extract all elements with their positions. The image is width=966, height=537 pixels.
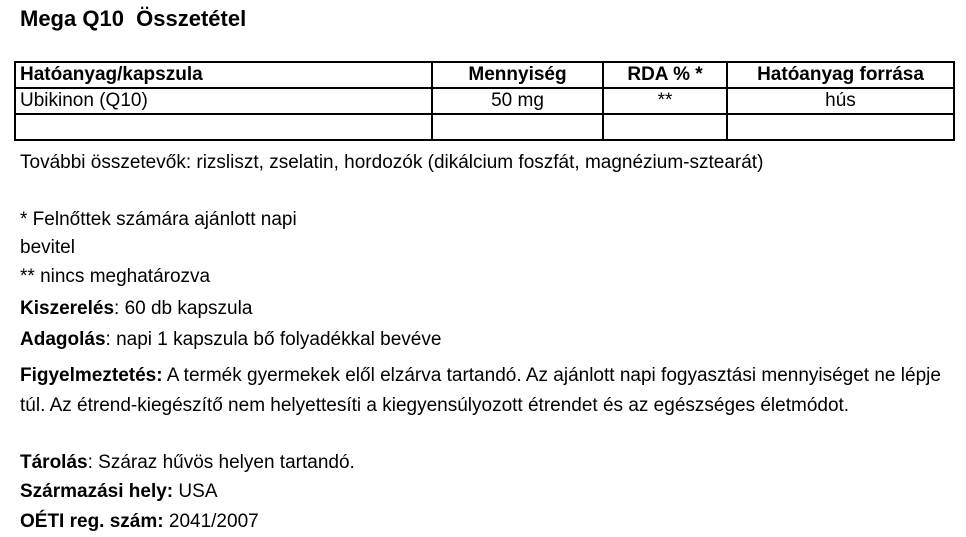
table-cell <box>603 114 727 140</box>
warning-paragraph <box>20 361 950 421</box>
dosage-value: : napi 1 kapszula bő folyadékkal bevéve <box>105 329 442 350</box>
table-cell: hús <box>727 88 954 114</box>
column-header-rda: RDA % * <box>603 62 727 88</box>
registration-value: 2041/2007 <box>163 511 259 532</box>
table-cell <box>727 114 954 140</box>
column-header-source: Hatóanyag forrása <box>727 62 954 88</box>
ingredients-table <box>14 61 955 141</box>
dosage-line <box>20 328 441 351</box>
table-cell: Ubikinon (Q10) <box>15 88 432 114</box>
origin-label: Származási hely: <box>20 481 174 502</box>
table-cell: 50 mg <box>432 88 603 114</box>
column-header-ingredient: Hatóanyag/kapszula <box>15 62 432 88</box>
packaging-line <box>20 297 252 320</box>
table-cell: ** <box>603 88 727 114</box>
table-row <box>15 88 954 114</box>
warning-value: A termék gyermekek elől elzárva tartandó. Az ajánlott napi fogyasztási mennyiséget ne lépje túl. Az étrend-kiegészítő nem helyettesíti a kiegyensúlyozott étrendet és az egészséges életmódot. <box>20 365 941 416</box>
table-row <box>15 114 954 140</box>
column-header-amount: Mennyiség <box>432 62 603 88</box>
footnote-rda: * Felnőttek számára ajánlott napi <box>20 209 297 230</box>
packaging-label: Kiszerelés <box>20 298 115 319</box>
origin-value: USA <box>173 481 218 502</box>
origin-line <box>20 480 218 503</box>
dosage-label: Adagolás <box>20 329 106 350</box>
page-title: Mega Q10 Összetétel <box>20 6 247 31</box>
other-ingredients: További összetevők: rizsliszt, zselatin, hordozók (dikálcium foszfát, magnézium-sztearát) <box>20 152 764 173</box>
table-cell <box>432 114 603 140</box>
packaging-value: : 60 db kapszula <box>114 298 253 319</box>
registration-label: OÉTI reg. szám: <box>20 511 164 532</box>
storage-value: : Száraz hűvös helyen tartandó. <box>87 452 355 473</box>
registration-line <box>20 510 259 533</box>
warning-label: Figyelmeztetés: <box>20 365 163 386</box>
footnote-rda-continued: bevitel <box>20 237 75 258</box>
footnote-undetermined: ** nincs meghatározva <box>20 266 211 287</box>
table-cell <box>15 114 432 140</box>
storage-label: Tárolás <box>20 452 88 473</box>
table-header-row <box>15 62 954 88</box>
storage-line <box>20 451 355 474</box>
